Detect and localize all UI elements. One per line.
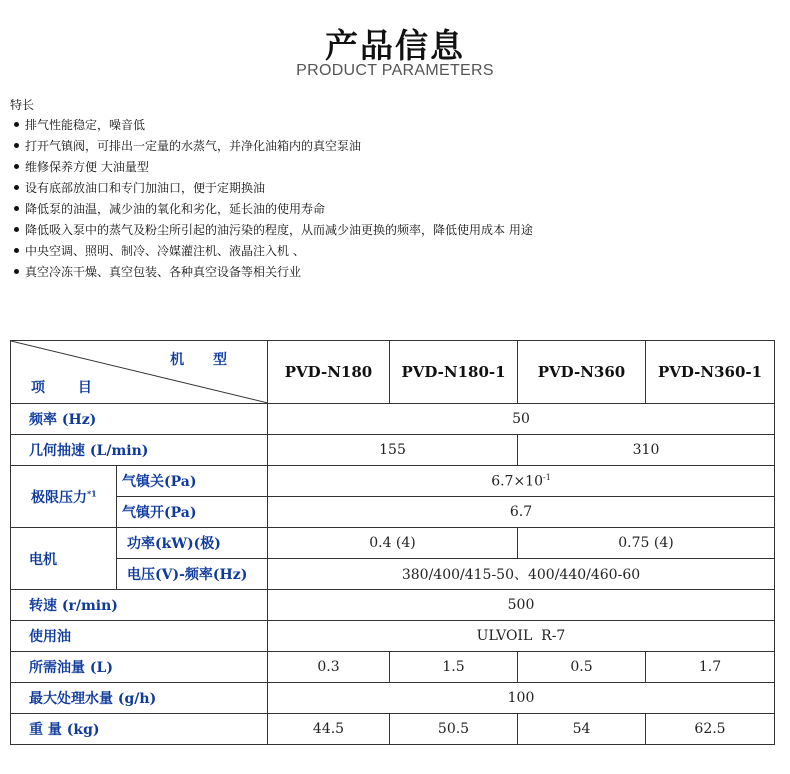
- row-label: 频率 (Hz): [11, 404, 268, 435]
- row-motor-power: [11, 528, 775, 559]
- bullet-icon: [14, 227, 19, 232]
- row-label: 最大处理水量 (g/h): [11, 683, 268, 714]
- cell-value: 0.3: [268, 652, 390, 683]
- bullet-icon: [14, 185, 19, 190]
- cell-value: 0.5: [518, 652, 646, 683]
- bullet-icon: [14, 248, 19, 253]
- spec-table: [10, 340, 775, 745]
- footnote-mark: *1: [87, 487, 97, 498]
- cell-value: 6.7: [268, 497, 775, 528]
- bullet-icon: [14, 269, 19, 274]
- bullet-icon: [14, 143, 19, 148]
- cell-value: 380/400/415-50、400/440/460-60: [268, 559, 775, 590]
- row-rotation: [11, 590, 775, 621]
- row-label-motor: 电机: [11, 528, 117, 590]
- cell-value: 310: [518, 435, 775, 466]
- feature-item: 真空冷冻干燥、真空包装、各种真空设备等相关行业: [10, 262, 533, 283]
- row-label: 转速 (r/min): [11, 590, 268, 621]
- cell-value: 50.5: [390, 714, 518, 745]
- corner-model-label: 机 型: [170, 352, 239, 368]
- row-motor-voltage: [11, 559, 775, 590]
- page-subtitle: PRODUCT PARAMETERS: [296, 62, 494, 79]
- row-label: 重 量 (kg): [11, 714, 268, 745]
- row-frequency: [11, 404, 775, 435]
- row-weight: [11, 714, 775, 745]
- row-pressure-open: [11, 497, 775, 528]
- row-pumping-speed: [11, 435, 775, 466]
- features-title: 特长: [10, 98, 35, 112]
- feature-item: 中央空调、照明、制冷、冷媒灌注机、液晶注入机 、: [10, 241, 533, 262]
- feature-item: 排气性能稳定，噪音低: [10, 115, 533, 136]
- cell-value: 155: [268, 435, 518, 466]
- model-header: PVD-N180: [268, 341, 390, 404]
- page-title: 产品信息: [325, 26, 465, 65]
- cell-value: 62.5: [646, 714, 775, 745]
- cell-value: 500: [268, 590, 775, 621]
- cell-value: 1.5: [390, 652, 518, 683]
- cell-value: ULVOIL R-7: [268, 621, 775, 652]
- model-header: PVD-N360-1: [646, 341, 775, 404]
- row-max-water: [11, 683, 775, 714]
- cell-value: 100: [268, 683, 775, 714]
- bullet-icon: [14, 206, 19, 211]
- sub-label: 功率(kW)(极): [117, 528, 268, 559]
- features-list: [10, 115, 533, 283]
- row-label-pressure: 极限压力$^{*1}$: [11, 466, 117, 528]
- cell-value: 50: [268, 404, 775, 435]
- feature-item: 维修保养方便 大油量型: [10, 157, 533, 178]
- cell-value: 44.5: [268, 714, 390, 745]
- header-row: [11, 341, 775, 404]
- cell-value: $6.7\times 10^{-1}$: [268, 466, 775, 497]
- cell-value: 0.4 (4): [268, 528, 518, 559]
- feature-item: 降低吸入泵中的蒸气及粉尘所引起的油污染的程度，从而减少油更换的频率，降低使用成本 用途: [10, 220, 533, 241]
- corner-item-label: 项 目: [31, 380, 106, 396]
- row-oil-amount: [11, 652, 775, 683]
- row-label: 几何抽速 (L/min): [11, 435, 268, 466]
- corner-cell: [11, 341, 268, 404]
- cell-value: 1.7: [646, 652, 775, 683]
- sub-label: 气镇开(Pa): [117, 497, 268, 528]
- model-header: PVD-N360: [518, 341, 646, 404]
- cell-value: 0.75 (4): [518, 528, 775, 559]
- sub-label: 电压(V)-频率(Hz): [117, 559, 268, 590]
- bullet-icon: [14, 164, 19, 169]
- row-oil: [11, 621, 775, 652]
- bullet-icon: [14, 122, 19, 127]
- cell-value: 54: [518, 714, 646, 745]
- features-section: [10, 95, 533, 283]
- row-label: 所需油量 (L): [11, 652, 268, 683]
- row-label: 使用油: [11, 621, 268, 652]
- feature-item: 降低泵的油温，减少油的氧化和劣化，延长油的使用寿命: [10, 199, 533, 220]
- feature-item: 设有底部放油口和专门加油口，便于定期换油: [10, 178, 533, 199]
- sub-label: 气镇关(Pa): [117, 466, 268, 497]
- feature-item: 打开气镇阀，可排出一定量的水蒸气，并净化油箱内的真空泵油: [10, 136, 533, 157]
- model-header: PVD-N180-1: [390, 341, 518, 404]
- row-pressure-closed: [11, 466, 775, 497]
